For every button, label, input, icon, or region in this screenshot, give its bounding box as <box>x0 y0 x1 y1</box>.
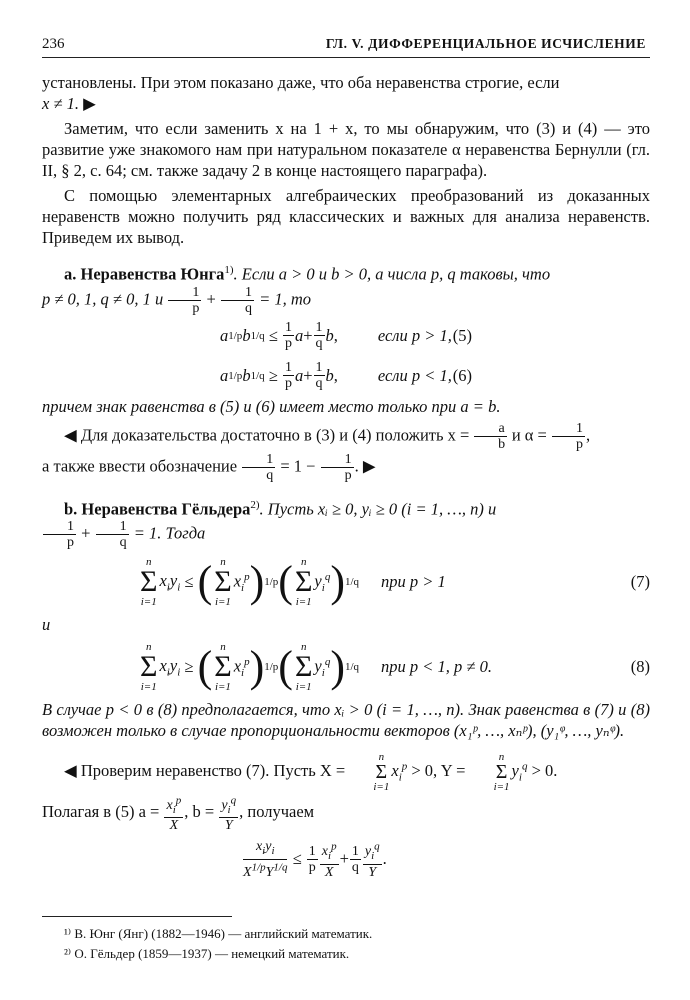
equation-5: a 1/p b 1/q ≤ $\frac{1}{p}$ a + $\frac{1}{q}$ b , если p > 1, (5) <box>220 320 472 351</box>
young-proof: ◀ Для доказательства достаточно в (3) и (4) положить x = $\frac{a}{b}$ и α = $\frac{1}{p}$ , а также ввести обозначение $\frac{1}{q}$ = 1 − $\frac{1}{p}$ . ▶ <box>42 420 591 483</box>
equation-6: a 1/p b 1/q ≥ $\frac{1}{p}$ a + $\frac{1}{q}$ b , если p < 1, (6) <box>220 360 472 391</box>
equation-final: $\frac{x_iy_i}{X^{1/p}Y^{1/q}}$ ≤ $\frac{1}{p}$ $\frac{x_i^p}{X}$ + $\frac{1}{q}$ $\frac{y_i^q}{Y}$ . <box>243 839 387 880</box>
holder-proof: ◀ Проверим неравенство (7). Пусть X = n Σ i=1 $x_i^p > 0$, Y = n Σ i=1 $y_i^q > 0$. <box>64 751 558 793</box>
young-statement: a. Неравенства Юнга$^{1)}$. Если a > 0 и b > 0, а числа p, q таковы, что p ≠ 0, 1, q ≠ 0, 1 и $\frac{1}{p}$ + $\frac{1}{q}$ = 1, то <box>42 264 551 316</box>
chapter-title: ГЛ. V. ДИФФЕРЕНЦИАЛЬНОЕ ИСЧИСЛЕНИЕ <box>325 36 646 51</box>
equation-7: n Σ i=1 $x_iy_i$ ≤ ( n Σ i=1 $x_i^p$ ) 1/p ( n Σ i=1 $y_i^q$ ) 1/q при p > 1 (7) <box>140 556 650 608</box>
holder-heading: b. Неравенства Гёльдера <box>64 499 251 518</box>
equality-condition: причем знак равенства в (5) и (6) имеет место только при a = b. <box>42 396 501 416</box>
holder-case-note: В случае p < 0 в (8) предполагается, что xᵢ > 0 (i = 1, …, n). Знак равенства в (7) и (8) возможен только в случае пропорциональности векторов (x₁ᵖ, …, xₙᵖ), (y₁ᵠ, …, yₙᵠ). <box>42 700 650 740</box>
paragraph-intro: С помощью элементарных алгебраических преобразований из доказанных неравенств можно получить ряд классических и важных для анализа неравенств. Приведем их вывод. <box>42 186 650 247</box>
paragraph-1: установлены. При этом показано даже, что оба неравенства строгие, если x ≠ 1. ▶ <box>42 73 560 113</box>
paragraph-bernoulli: Заметим, что если заменить x на 1 + x, то мы обнаружим, что (3) и (4) — это развитие уже знакомого нам при натуральном показателе α неравенства Бернулли (гл. II, § 2, с. 64; см. также задачу 2 в конце настоящего параграфа). <box>42 119 650 180</box>
page-body <box>42 36 650 885</box>
holder-statement: b. Неравенства Гёльдера$^{2)}$. Пусть xᵢ ≥ 0, yᵢ ≥ 0 (i = 1, …, n) и $\frac{1}{p}$ + $\frac{1}{q}$ = 1. Тогда <box>42 495 650 551</box>
footnote-2: ²⁾ О. Гёльдер (1859—1937) — немецкий математик. <box>64 946 350 961</box>
footnote-1: ¹⁾ В. Юнг (Янг) (1882—1946) — английский математик. <box>64 926 373 941</box>
page-number: 236 <box>42 36 65 52</box>
and-word: и <box>42 615 51 634</box>
young-heading: a. Неравенства Юнга <box>64 264 225 284</box>
equation-8: n Σ i=1 $x_iy_i$ ≥ ( n Σ i=1 $x_i^p$ ) 1/p ( n Σ i=1 $y_i^q$ ) 1/q при p < 1, p ≠ 0. (8) <box>140 641 650 693</box>
running-header <box>42 36 650 53</box>
footnote-rule <box>42 916 232 917</box>
holder-proof-2: Полагая в (5) a = $\frac{x_i^p}{X}$ , b = $\frac{y_i^q}{Y}$ , получаем <box>42 794 315 834</box>
